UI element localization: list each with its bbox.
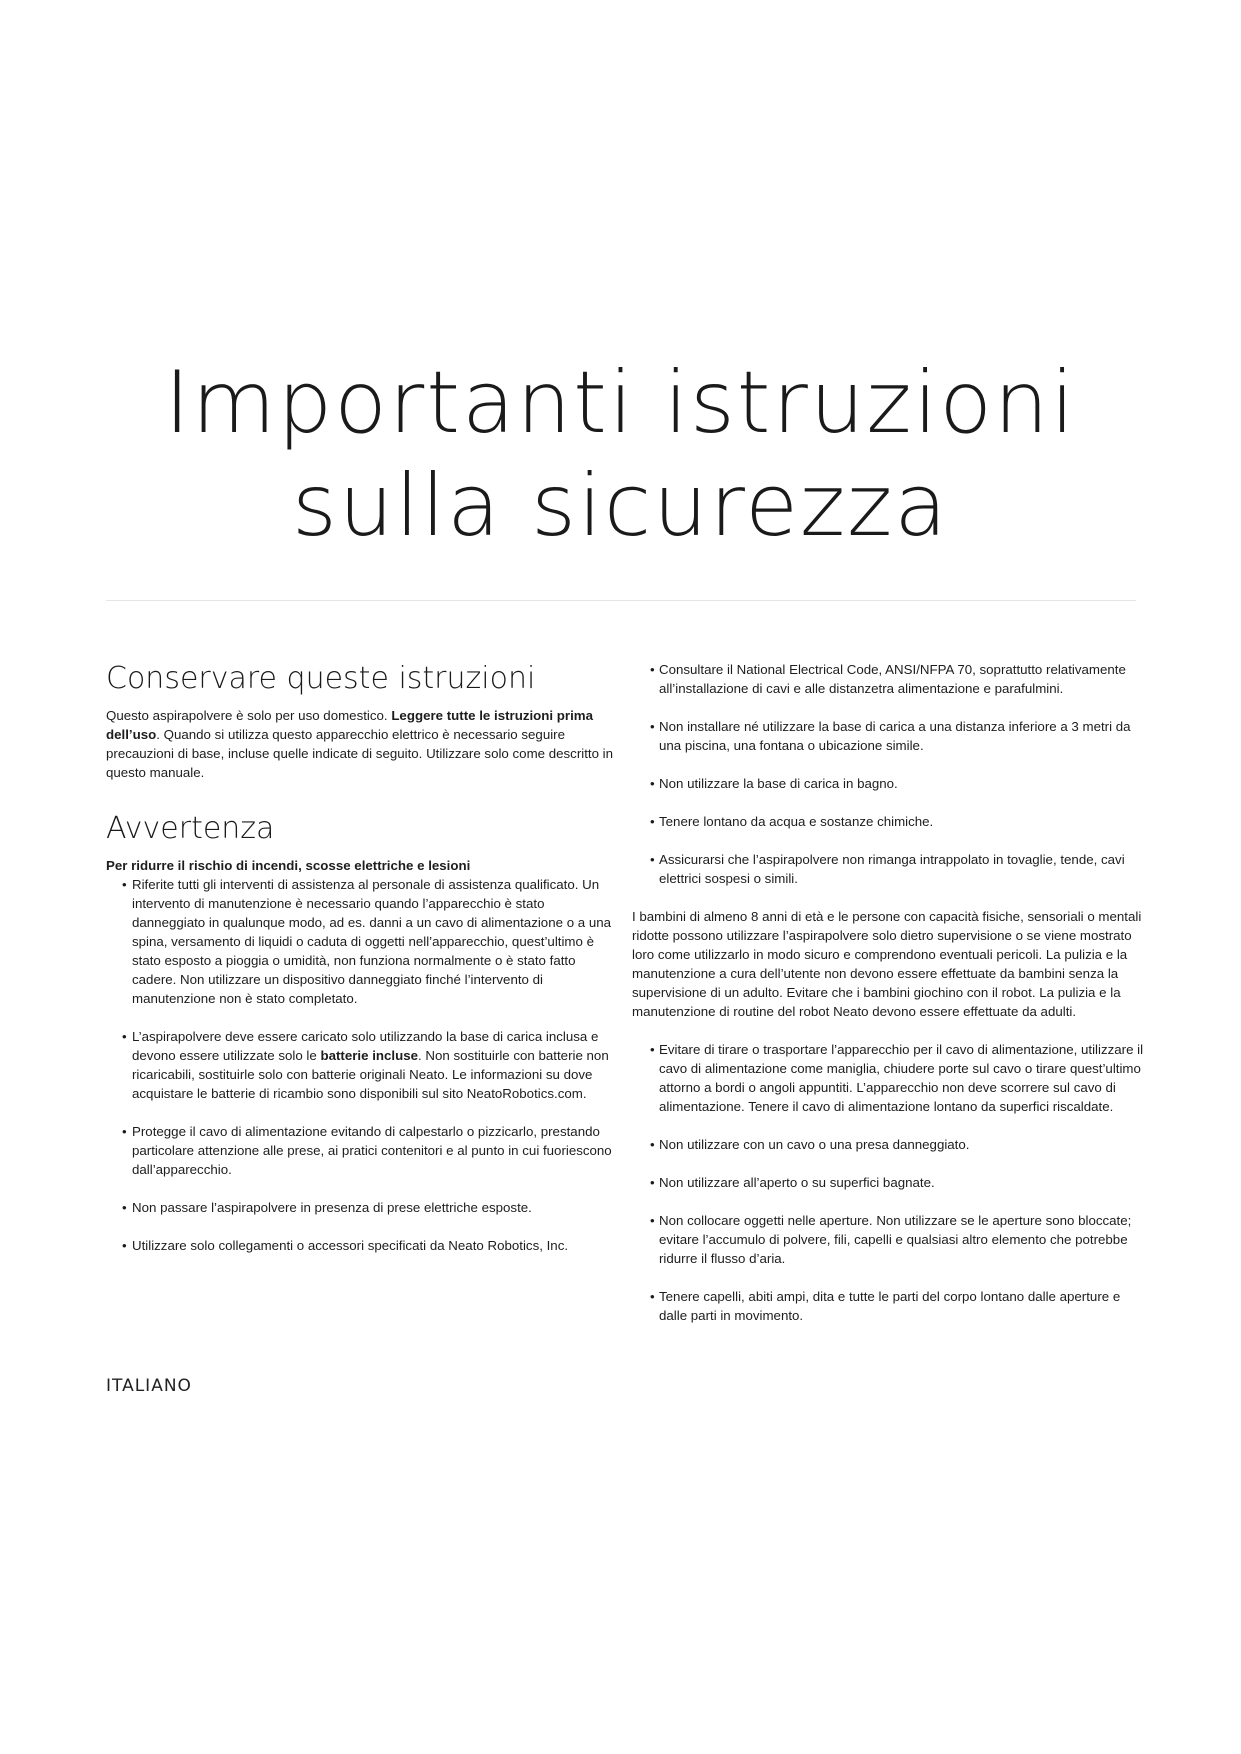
bullet-marker: • xyxy=(650,662,655,677)
list-item xyxy=(106,875,616,1008)
save-instructions-text-post: . Quando si utilizza questo apparecchio elettrico è necessario seguire precauzioni di base, incluse quelle indicate di seguito. Utilizzare solo come descritto in questo manuale. xyxy=(106,727,614,780)
list-item xyxy=(106,1122,616,1179)
list-item-text: Tenere capelli, abiti ampi, dita e tutte le parti del corpo lontano dalle aperture e dalle parti in movimento. xyxy=(659,1289,1121,1323)
bullet-marker: • xyxy=(122,877,127,892)
bullet-marker: • xyxy=(650,1137,655,1152)
bullet-marker: • xyxy=(122,1200,127,1215)
warning-subheading: Per ridurre il rischio di incendi, scosse elettriche e lesioni xyxy=(106,858,471,873)
list-item-text: Non collocare oggetti nelle aperture. Non utilizzare se le aperture sono bloccate; evitare l’accumulo di polvere, fili, capelli e qualsiasi altro elemento che potrebbe ridurre il flusso d’aria. xyxy=(659,1213,1132,1266)
list-item xyxy=(106,1198,616,1217)
left-column xyxy=(106,660,616,1274)
warning-heading: Avvertenza xyxy=(106,811,275,846)
list-item-text: Utilizzare solo collegamenti o accessori specificati da Neato Robotics, Inc. xyxy=(132,1238,569,1253)
warning-bullet-list xyxy=(106,875,616,1255)
battery-text-bold: batterie incluse xyxy=(320,1048,419,1063)
bullet-marker: • xyxy=(122,1029,127,1044)
list-item xyxy=(632,717,1152,755)
children-supervision-paragraph: I bambini di almeno 8 anni di età e le persone con capacità fisiche, sensoriali o mentali ridotte possono utilizzare l’aspirapolvere solo dietro supervisione o se viene mostrato loro come utilizzarlo in modo sicuro e comprendono eventuali pericoli. La pulizia e la manutenzione a cura dell’utente non devono essere effettuate da bambini senza la supervisione di un adulto. Evitare che i bambini giochino con il robot. La pulizia e la manutenzione di routine del robot Neato devono essere effettuate da adulti. xyxy=(632,909,1142,1019)
list-item xyxy=(632,774,1152,793)
list-item-text: Non installare né utilizzare la base di carica a una distanza inferiore a 3 metri da una piscina, una fontana o ubicazione simile. xyxy=(659,719,1131,753)
list-item-text: Assicurarsi che l’aspirapolvere non rimanga intrappolato in tovaglie, tende, cavi elettrici sospesi o simili. xyxy=(659,852,1125,886)
right-bottom-bullet-list xyxy=(632,1040,1152,1325)
bullet-marker: • xyxy=(650,1289,655,1304)
battery-text-pre: L’aspirapolvere deve essere caricato solo utilizzando la base di carica inclusa e devono essere utilizzate solo le xyxy=(132,1029,599,1063)
bullet-marker: • xyxy=(650,719,655,734)
save-instructions-paragraph xyxy=(106,706,616,782)
list-item xyxy=(632,1173,1152,1192)
bullet-marker: • xyxy=(650,1175,655,1190)
bullet-marker: • xyxy=(122,1124,127,1139)
list-item-text: Non passare l’aspirapolvere in presenza di prese elettriche esposte. xyxy=(132,1200,532,1215)
page-title xyxy=(0,352,1241,558)
list-item-text: Non utilizzare all’aperto o su superfici bagnate. xyxy=(659,1175,935,1190)
bullet-marker: • xyxy=(122,1238,127,1253)
bullet-marker: • xyxy=(650,776,655,791)
bullet-marker: • xyxy=(650,814,655,829)
list-item-text: Protegge il cavo di alimentazione evitando di calpestarlo o pizzicarlo, prestando particolare attenzione alle prese, ai pratici contenitori e al punto in cui fuoriescono dall’apparecchio. xyxy=(132,1124,612,1177)
title-divider xyxy=(106,600,1136,601)
list-item xyxy=(632,1211,1152,1268)
bullet-marker: • xyxy=(650,852,655,867)
list-item-text: Riferite tutti gli interventi di assistenza al personale di assistenza qualificato. Un intervento di manutenzione è necessario quando l’apparecchio è stato danneggiato in qualunque modo, ad es. danni a un cavo di alimentazione o a una spina, versamento di liquidi o caduta di oggetti nell’apparecchio, quest’ultimo è stato esposto a pioggia o umidità, non funziona normalmente o è stato fatto cadere. Non utilizzare un dispositivo danneggiato finché l’intervento di manutenzione non è stato completato. xyxy=(132,877,612,1006)
page-title-line-1: Importanti istruzioni xyxy=(164,353,1077,453)
list-item-text: Evitare di tirare o trasportare l’apparecchio per il cavo di alimentazione, utilizzare il cavo di alimentazione come maniglia, chiudere porte sul cavo o tirare quest’ultimo attorno a bordi o angoli appuntiti. L’apparecchio non deve scorrere sul cavo di alimentazione. Tenere il cavo di alimentazione lontano da superfici riscaldate. xyxy=(659,1042,1144,1114)
bullet-marker: • xyxy=(650,1213,655,1228)
list-item xyxy=(106,1236,616,1255)
bullet-marker: • xyxy=(650,1042,655,1057)
right-column xyxy=(632,660,1152,1344)
list-item-text: Non utilizzare la base di carica in bagno. xyxy=(659,776,898,791)
list-item xyxy=(632,1135,1152,1154)
language-label: ITALIANO xyxy=(106,1376,192,1396)
battery-bullet-text xyxy=(132,1027,616,1103)
save-instructions-text-pre: Questo aspirapolvere è solo per uso domestico. xyxy=(106,708,392,723)
save-instructions-heading: Conservare queste istruzioni xyxy=(106,661,536,696)
list-item-text: Tenere lontano da acqua e sostanze chimiche. xyxy=(659,814,934,829)
list-item xyxy=(632,1040,1152,1116)
page-title-line-2: sulla sicurezza xyxy=(292,456,949,556)
list-item-text: Consultare il National Electrical Code, ANSI/NFPA 70, soprattutto relativamente all’installazione di cavi e alle distanzetra alimentazione e parafulmini. xyxy=(659,662,1126,696)
list-item-text: Non utilizzare con un cavo o una presa danneggiato. xyxy=(659,1137,970,1152)
battery-text-post: . Non sostituirle con batterie non ricaricabili, sostituirle solo con batterie originali Neato. Le informazioni su dove acquistare le batterie di ricambio sono disponibili sul sito NeatoRobotics.com. xyxy=(132,1048,609,1101)
list-item xyxy=(632,1287,1152,1325)
list-item xyxy=(106,1027,616,1103)
right-top-bullet-list xyxy=(632,660,1152,888)
list-item xyxy=(632,812,1152,831)
save-instructions-text-bold: Leggere tutte le istruzioni prima dell’uso xyxy=(106,708,594,742)
list-item xyxy=(632,660,1152,698)
list-item xyxy=(632,850,1152,888)
